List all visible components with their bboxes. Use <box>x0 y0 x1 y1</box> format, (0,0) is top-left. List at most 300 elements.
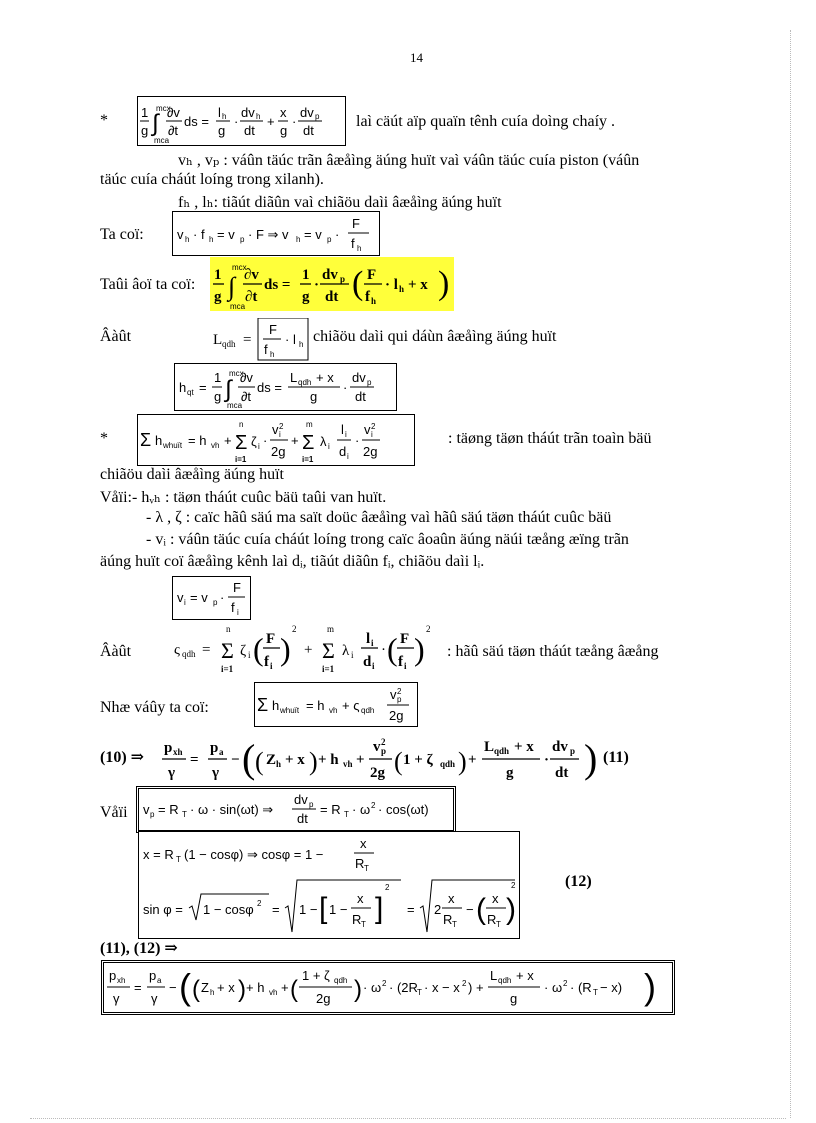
svg-text:): ) <box>584 736 598 781</box>
svg-text:d: d <box>339 444 347 459</box>
svg-text:n: n <box>239 420 244 429</box>
svg-text:dv: dv <box>294 792 308 807</box>
svg-text:· l: · l <box>285 332 296 347</box>
svg-text:i: i <box>258 442 260 451</box>
svg-text:ζ: ζ <box>251 434 257 449</box>
svg-text:= v: = v <box>217 227 235 242</box>
svg-text:h: h <box>185 235 190 244</box>
svg-text:p: p <box>213 598 218 607</box>
svg-text:Σ: Σ <box>221 638 234 663</box>
svg-text:g: g <box>310 389 318 404</box>
svg-text:F: F <box>269 322 277 337</box>
svg-text:+: + <box>304 642 313 658</box>
svg-text:ds =: ds = <box>264 277 291 293</box>
svg-text:dt: dt <box>325 289 339 305</box>
svg-text:v: v <box>390 687 397 702</box>
svg-text:i: i <box>351 650 354 660</box>
svg-text:1: 1 <box>302 267 310 283</box>
svg-text:·: · <box>314 277 320 293</box>
svg-text:): ) <box>354 976 362 1003</box>
svg-text:1: 1 <box>141 105 149 120</box>
svg-text:v: v <box>143 802 150 817</box>
svg-text:i: i <box>345 430 347 439</box>
svg-text:h: h <box>357 244 362 253</box>
svg-text:dv: dv <box>352 370 366 385</box>
svg-text:T: T <box>364 864 369 873</box>
label-eq12: (12) <box>565 873 592 890</box>
bullet: * <box>100 112 108 129</box>
svg-text:h: h <box>299 340 304 349</box>
svg-text:i: i <box>184 598 186 607</box>
svg-text:Z: Z <box>201 980 209 995</box>
svg-text:) +: ) + <box>468 980 484 995</box>
text-pipe-desc: fₕ , lₕ: tiãút diãûn vaì chiãöu daìi âæåìng äúng huït <box>178 194 502 211</box>
svg-text:+: + <box>291 433 299 448</box>
svg-text:qt: qt <box>187 388 194 397</box>
label-eq11: (11) <box>603 749 629 766</box>
svg-text:· x − x: · x − x <box>424 980 460 995</box>
svg-text:L: L <box>290 370 298 385</box>
svg-text:dv: dv <box>322 267 338 283</box>
svg-text:= v: = v <box>304 227 322 242</box>
svg-text:): ) <box>238 976 246 1003</box>
svg-text:2: 2 <box>385 883 390 892</box>
svg-text:p: p <box>109 968 117 983</box>
svg-text:− x): − x) <box>600 980 623 995</box>
svg-text:F: F <box>400 631 410 647</box>
svg-text:+ x: + x <box>514 739 534 755</box>
svg-text:h: h <box>399 284 405 294</box>
svg-text:g: g <box>218 123 226 138</box>
svg-text:(: ( <box>352 265 364 302</box>
text-lqdh-desc: chiãöu daìi qui dáùn âæåìng äúng huït <box>313 328 557 345</box>
text-where-3: - vᵢ : váûn täúc cuía cháút loíng trong caïc âoaûn äúng näúi tæång æïng trãn <box>146 531 629 548</box>
svg-text:h: h <box>276 759 282 769</box>
text-velocity-desc: vₕ , vₚ : váûn täúc trãn âæåìng äúng huït vaì váûn täúc cuía piston (váûn <box>178 152 640 169</box>
svg-text:· F ⇒ v: · F ⇒ v <box>248 227 289 242</box>
label-eq10: (10) ⇒ <box>100 749 145 766</box>
svg-text:v: v <box>177 227 184 242</box>
svg-text:]: ] <box>375 892 384 925</box>
svg-text:Σ: Σ <box>257 695 269 715</box>
svg-text:T: T <box>361 920 366 929</box>
svg-text:2: 2 <box>279 422 284 431</box>
svg-text:f: f <box>365 289 370 305</box>
svg-text:whuït: whuït <box>163 441 183 450</box>
svg-text:qdh: qdh <box>182 649 196 659</box>
svg-text:T: T <box>496 920 501 929</box>
svg-text:[: [ <box>319 892 328 925</box>
svg-text:x: x <box>448 891 455 906</box>
svg-text:=: = <box>199 380 207 395</box>
svg-text:l: l <box>218 105 221 120</box>
svg-text:vh: vh <box>269 988 278 997</box>
svg-text:· l: · l <box>385 277 398 293</box>
bullet: * <box>100 430 108 447</box>
svg-text:·: · <box>544 752 550 768</box>
svg-text:+: + <box>267 114 275 129</box>
svg-text:(: ( <box>476 893 486 926</box>
svg-text:2: 2 <box>397 687 402 696</box>
svg-text:· ω: · ω <box>363 980 382 995</box>
svg-text:p: p <box>397 695 402 704</box>
svg-text:i: i <box>270 661 273 671</box>
svg-text:·: · <box>343 380 348 395</box>
svg-text:−: − <box>231 752 240 768</box>
svg-text:· (R: · (R <box>570 980 592 995</box>
svg-text:+ x: + x <box>217 980 235 995</box>
svg-text:p: p <box>327 235 332 244</box>
svg-text:+ h: + h <box>246 980 265 995</box>
svg-text:2: 2 <box>371 801 376 810</box>
svg-text:i=1: i=1 <box>322 664 335 674</box>
svg-text:γ: γ <box>168 765 176 781</box>
svg-text:f: f <box>398 654 403 670</box>
svg-text:g: g <box>141 123 149 138</box>
svg-text:1: 1 <box>214 370 222 385</box>
svg-text:1 −: 1 − <box>329 902 348 917</box>
svg-text:∂t: ∂t <box>241 389 252 404</box>
svg-text:∂v: ∂v <box>240 370 253 385</box>
svg-text:h: h <box>210 988 215 997</box>
svg-text:): ) <box>414 631 425 667</box>
svg-text:g: g <box>510 991 518 1006</box>
svg-text:x: x <box>280 105 287 120</box>
label-voi: Våïi <box>100 804 128 821</box>
svg-text:dv: dv <box>552 739 568 755</box>
svg-text:+ x: + x <box>408 277 428 293</box>
svg-text:a: a <box>219 747 224 757</box>
svg-text:f: f <box>231 600 235 615</box>
svg-text:L: L <box>490 968 498 983</box>
svg-text:1 − cosφ: 1 − cosφ <box>203 902 254 917</box>
svg-text:−: − <box>466 902 474 917</box>
svg-text:R: R <box>443 912 453 927</box>
svg-text:+ ς: + ς <box>342 698 360 713</box>
equation-continuity <box>172 211 380 256</box>
svg-text:i: i <box>404 661 407 671</box>
svg-text:+ x: + x <box>516 968 534 983</box>
svg-text:g: g <box>506 765 514 781</box>
svg-text:· (2R: · (2R <box>389 980 418 995</box>
svg-text:mca: mca <box>154 136 170 145</box>
svg-text:= h: = h <box>306 698 325 713</box>
label-ta-co: Ta coï: <box>100 226 144 243</box>
svg-text:): ) <box>280 631 291 667</box>
svg-text:· cos(ωt): · cos(ωt) <box>378 802 429 817</box>
svg-text:2: 2 <box>257 899 262 908</box>
equation-inertia-highlighted <box>210 257 454 311</box>
svg-text:g: g <box>280 123 288 138</box>
svg-text:dt: dt <box>355 389 366 404</box>
svg-text:F: F <box>367 267 377 283</box>
page-border-right <box>790 30 791 1118</box>
svg-text:2g: 2g <box>389 708 404 723</box>
text-zeta-desc: : hãû säú täøn tháút tæång âæång <box>447 643 659 660</box>
svg-text:2: 2 <box>371 422 376 431</box>
svg-text:=: = <box>202 642 211 658</box>
label-dat: Âàût <box>100 643 132 660</box>
page-border-bottom <box>30 1118 786 1119</box>
svg-text:+: + <box>356 752 365 768</box>
svg-text:(1 − cosφ) ⇒ cosφ = 1 −: (1 − cosφ) ⇒ cosφ = 1 − <box>184 847 324 862</box>
svg-text:(: ( <box>255 747 264 776</box>
svg-text:p: p <box>309 800 314 809</box>
svg-text:h: h <box>296 235 301 244</box>
svg-text:h: h <box>222 112 227 121</box>
svg-text:=: = <box>272 902 280 917</box>
svg-text:qdh: qdh <box>361 706 375 715</box>
svg-text:whuït: whuït <box>280 706 300 715</box>
svg-text:2: 2 <box>426 624 431 634</box>
svg-text:·: · <box>263 433 268 448</box>
svg-text:m: m <box>306 420 313 429</box>
svg-text:): ) <box>438 265 450 302</box>
svg-text:vh: vh <box>329 706 338 715</box>
svg-text:2g: 2g <box>316 991 331 1006</box>
svg-text:=: = <box>407 902 415 917</box>
svg-text:λ: λ <box>342 643 350 659</box>
svg-text:2: 2 <box>563 979 568 988</box>
svg-text:(: ( <box>253 631 264 667</box>
svg-text:=: = <box>134 980 142 995</box>
svg-text:ds =: ds = <box>184 114 209 129</box>
svg-text:qdh: qdh <box>334 976 348 985</box>
svg-text:i: i <box>237 608 239 617</box>
equation-total-loss-equiv <box>254 682 418 727</box>
svg-text:g: g <box>214 289 222 305</box>
svg-text:Σ: Σ <box>235 432 248 454</box>
svg-text:p: p <box>381 746 387 756</box>
svg-text:dt: dt <box>297 811 308 826</box>
text-where-4: äúng huït coï âæåìng kênh laì dᵢ, tiãút diãûn fᵢ, chiãöu daìi lᵢ. <box>100 553 485 570</box>
svg-text:· f: · f <box>193 227 205 242</box>
svg-text:1: 1 <box>214 267 222 283</box>
svg-text:F: F <box>233 580 241 595</box>
svg-text:=: = <box>190 752 199 768</box>
svg-text:i: i <box>371 430 373 439</box>
svg-text:ς: ς <box>174 642 180 658</box>
text-where-1: Våïi:- hᵥₕ : täøn tháút cuûc bäü taûi van huït. <box>100 489 387 506</box>
svg-text:Σ: Σ <box>140 430 152 450</box>
svg-text:qdh: qdh <box>222 339 236 349</box>
svg-text:dv: dv <box>241 105 255 120</box>
equation-vi <box>172 576 251 620</box>
svg-text:= R: = R <box>158 802 179 817</box>
svg-text:v: v <box>177 590 184 605</box>
svg-text:h: h <box>179 380 187 395</box>
svg-text:∫: ∫ <box>152 110 159 137</box>
svg-text:mcx: mcx <box>156 104 171 113</box>
svg-text:h: h <box>209 235 214 244</box>
svg-text:· ω: · ω <box>352 802 371 817</box>
svg-text:+: + <box>281 980 289 995</box>
svg-text:h: h <box>371 296 377 306</box>
svg-text:n: n <box>226 624 231 634</box>
label-nhu-vay: Nhæ váûy ta coï: <box>100 699 209 716</box>
svg-text:γ: γ <box>151 991 158 1006</box>
svg-text:∫: ∫ <box>228 272 236 301</box>
equation-angle <box>138 831 520 939</box>
svg-text:ζ: ζ <box>240 643 247 659</box>
svg-text:λ: λ <box>320 434 327 449</box>
equation-lqdh <box>213 318 313 367</box>
svg-text:a: a <box>157 976 162 985</box>
text-inertia-desc: laì cäút aïp quaïn tênh cuía doìng chaíy . <box>356 113 616 130</box>
svg-text:=: = <box>243 332 252 348</box>
svg-text:∂t: ∂t <box>168 123 179 138</box>
equation-total-loss <box>137 414 415 466</box>
svg-text:+: + <box>468 752 477 768</box>
label-eq11-12: (11), (12) ⇒ <box>100 940 178 957</box>
svg-text:γ: γ <box>113 991 120 1006</box>
svg-text:2g: 2g <box>370 765 385 781</box>
svg-text:L: L <box>213 332 223 348</box>
svg-text:+: + <box>224 433 232 448</box>
svg-text:(: ( <box>179 966 191 1007</box>
equation-pressure-10 <box>100 732 660 793</box>
svg-text:xh: xh <box>173 747 183 757</box>
svg-text:v: v <box>364 422 371 437</box>
svg-text:g: g <box>214 389 222 404</box>
equation-hqt <box>174 363 397 411</box>
svg-text:mca: mca <box>227 401 243 410</box>
svg-text:dt: dt <box>555 765 569 781</box>
svg-text:·: · <box>292 114 297 129</box>
svg-text:Z: Z <box>266 752 277 768</box>
svg-text:i: i <box>328 442 330 451</box>
svg-text:qdh: qdh <box>498 976 512 985</box>
svg-text:p: p <box>367 378 372 387</box>
svg-text:p: p <box>340 274 346 284</box>
svg-text:2g: 2g <box>271 444 286 459</box>
svg-text:i: i <box>372 661 375 671</box>
svg-text:i: i <box>248 650 251 660</box>
svg-text:2: 2 <box>382 979 387 988</box>
svg-text:T: T <box>344 810 349 819</box>
svg-text:m: m <box>327 624 335 634</box>
svg-text:Σ: Σ <box>322 638 335 663</box>
svg-text:F: F <box>352 216 360 231</box>
svg-text:l: l <box>366 631 371 647</box>
svg-text:i: i <box>279 430 281 439</box>
svg-text:vh: vh <box>211 441 220 450</box>
svg-text:p: p <box>210 740 219 756</box>
svg-text:2: 2 <box>381 737 386 747</box>
svg-text:): ) <box>506 893 516 926</box>
svg-text:2: 2 <box>462 979 467 988</box>
svg-text:T: T <box>182 810 187 819</box>
page-number: 14 <box>410 50 423 65</box>
svg-text:): ) <box>309 747 318 776</box>
svg-text:qdh: qdh <box>298 378 312 387</box>
svg-text:i=1: i=1 <box>302 455 314 464</box>
svg-text:T: T <box>417 988 422 997</box>
equation-zeta-qdh <box>174 618 444 685</box>
svg-text:h: h <box>256 112 261 121</box>
text-where-2: - λ , ζ : caïc hãû säú ma saït doüc âæåìng vaì hãû säú täøn tháút cuûc bäü <box>146 509 612 526</box>
svg-text:p: p <box>240 235 245 244</box>
svg-text:g: g <box>302 289 310 305</box>
label-tai-do: Taûi âoï ta coï: <box>100 276 196 293</box>
svg-text:p: p <box>150 810 155 819</box>
svg-text:Σ: Σ <box>302 432 315 454</box>
label-dat: Âàût <box>100 328 132 345</box>
svg-text:L: L <box>484 739 495 755</box>
svg-text:): ) <box>644 966 656 1007</box>
svg-text:dt: dt <box>303 123 314 138</box>
svg-text:mca: mca <box>230 302 246 311</box>
svg-text:(: ( <box>394 747 403 776</box>
svg-text:2g: 2g <box>363 444 378 459</box>
svg-text:· ω: · ω <box>544 980 563 995</box>
text-total-loss-desc-2: chiãöu daìi âæåìng äúng huït <box>100 466 284 483</box>
svg-text:dt: dt <box>244 123 255 138</box>
svg-text:= v: = v <box>190 590 208 605</box>
svg-text:mcx: mcx <box>229 369 244 378</box>
svg-text:·: · <box>220 590 225 605</box>
equation-vp <box>138 788 454 831</box>
svg-text:i: i <box>347 452 349 461</box>
svg-text:T: T <box>452 920 457 929</box>
text-total-loss-desc: : täøng täøn tháút trãn toaìn bäü <box>448 430 652 447</box>
svg-text:2: 2 <box>434 902 442 917</box>
svg-text:i=1: i=1 <box>221 664 234 674</box>
svg-text:x: x <box>360 836 367 851</box>
svg-text:d: d <box>363 654 372 670</box>
svg-text:i=1: i=1 <box>235 455 247 464</box>
svg-text:+ h: + h <box>318 752 339 768</box>
equation-pressure-final <box>103 962 673 1013</box>
svg-text:∂t: ∂t <box>245 289 258 305</box>
svg-text:f: f <box>351 236 355 251</box>
svg-text:∂v: ∂v <box>167 105 180 120</box>
svg-text:p: p <box>315 112 320 121</box>
svg-text:x = R: x = R <box>143 847 174 862</box>
svg-text:mcx: mcx <box>232 263 247 272</box>
svg-text:h: h <box>272 698 280 713</box>
text-velocity-desc-2: täúc cuía cháút loíng trong xilanh). <box>100 171 324 188</box>
equation-inertia <box>137 96 346 146</box>
svg-text:p: p <box>570 746 576 756</box>
svg-text:ds =: ds = <box>257 380 282 395</box>
svg-text:xh: xh <box>117 976 126 985</box>
svg-text:(: ( <box>242 736 256 781</box>
svg-text:∫: ∫ <box>225 376 232 403</box>
svg-text:vh: vh <box>343 759 353 769</box>
svg-text:i: i <box>371 638 374 648</box>
svg-text:1 + ζ: 1 + ζ <box>403 752 433 768</box>
svg-text:= R: = R <box>320 802 341 817</box>
svg-text:R: R <box>352 912 362 927</box>
svg-text:v: v <box>272 422 279 437</box>
svg-text:1 −: 1 − <box>299 902 318 917</box>
svg-text:1 + ζ: 1 + ζ <box>302 968 330 983</box>
svg-text:R: R <box>355 856 365 871</box>
svg-text:dv: dv <box>300 105 314 120</box>
svg-text:·: · <box>381 642 386 658</box>
svg-text:v: v <box>373 739 381 755</box>
svg-text:qdh: qdh <box>440 759 456 769</box>
svg-text:T: T <box>593 988 598 997</box>
svg-text:· ω · sin(ωt) ⇒: · ω · sin(ωt) ⇒ <box>190 802 274 817</box>
svg-text:f: f <box>264 342 268 357</box>
svg-text:h: h <box>155 433 163 448</box>
svg-text:h: h <box>270 350 275 359</box>
svg-text:x: x <box>492 891 499 906</box>
svg-text:sin φ =: sin φ = <box>143 902 183 917</box>
svg-text:(: ( <box>290 976 298 1003</box>
